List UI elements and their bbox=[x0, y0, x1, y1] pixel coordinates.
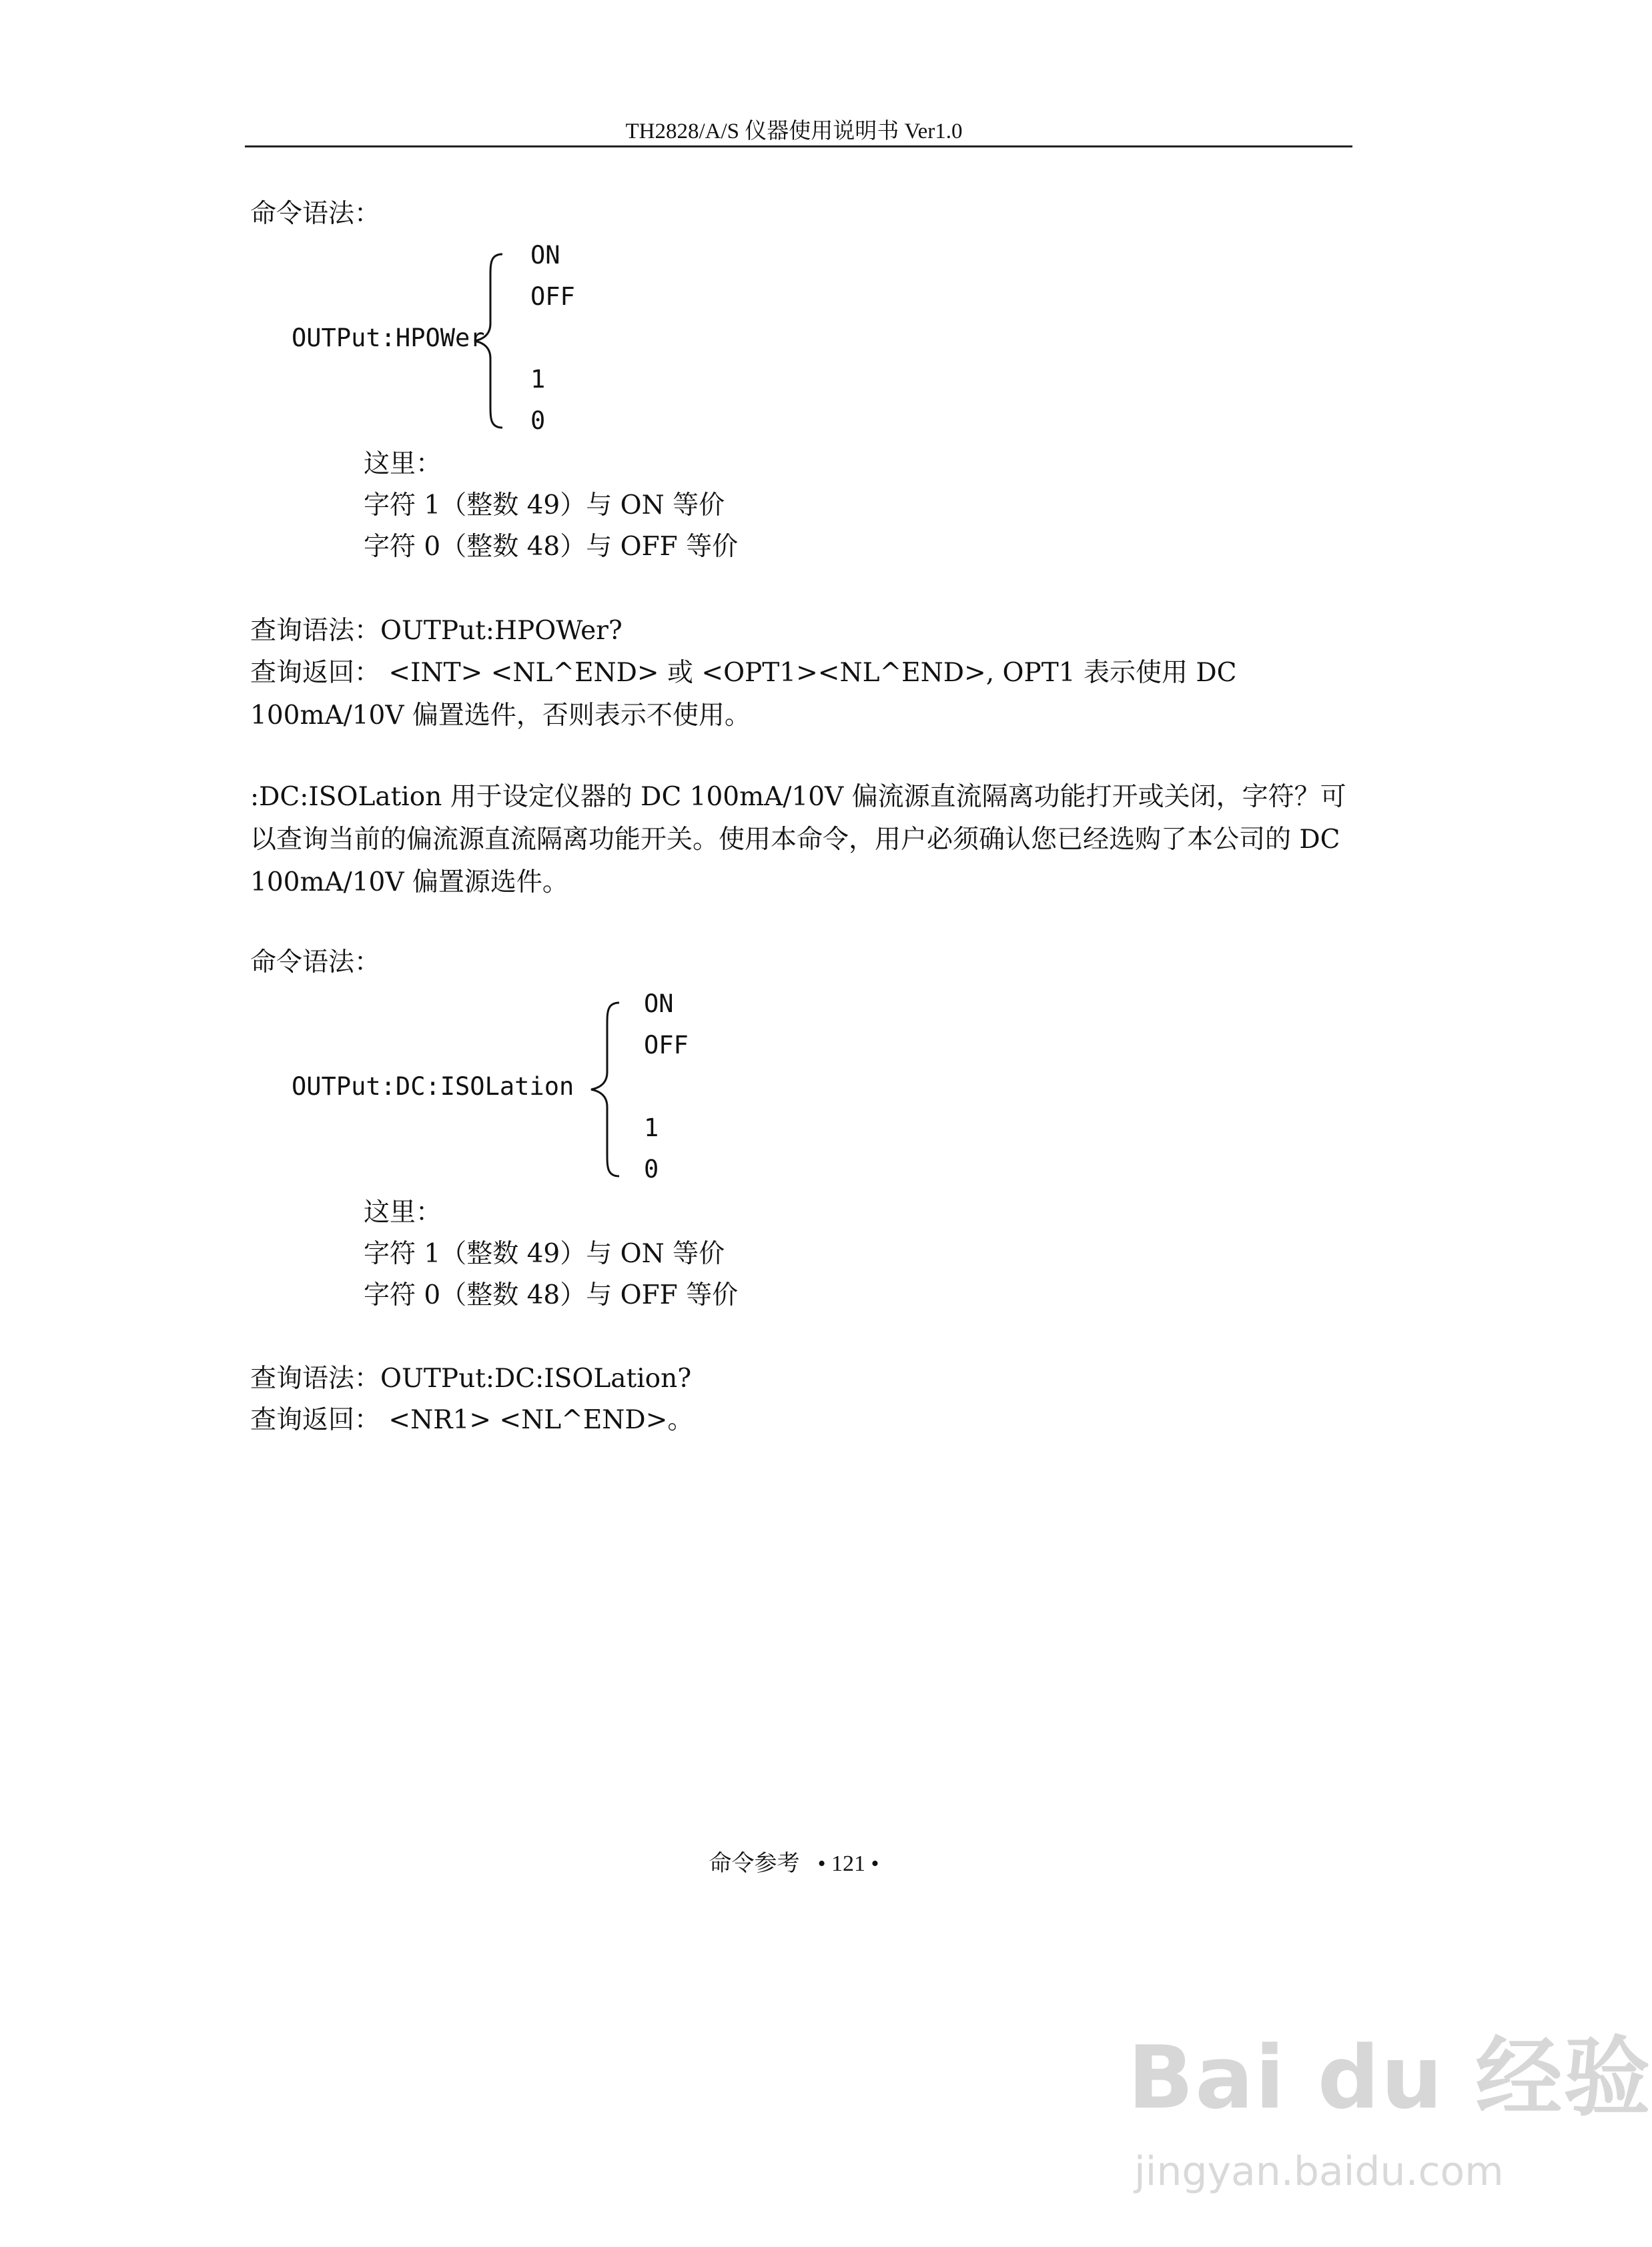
query-return: 查询返回： <INT> <NL^END> 或 <OPT1><NL^END>, OPT1 表示使用 DC 100mA/10V 偏置选件，否则表示不使用。 bbox=[250, 658, 1237, 731]
option-0: 0 bbox=[644, 1155, 659, 1184]
command-syntax-label: 命令语法： bbox=[250, 947, 381, 977]
command-name: OUTPut:DC:ISOLation bbox=[292, 1072, 574, 1101]
command-name: OUTPut:HPOWer bbox=[292, 324, 485, 352]
page-footer bbox=[0, 1845, 1588, 1877]
brace-icon bbox=[470, 250, 510, 432]
query-syntax: 查询语法：OUTPut:DC:ISOLation? bbox=[250, 1364, 692, 1394]
where-label: 这里： bbox=[364, 449, 442, 479]
watermark-logo: Bai du 经验 bbox=[1128, 2027, 1652, 2128]
watermark-url: jingyan.baidu.com bbox=[1134, 2148, 1504, 2195]
page-number: • 121 • bbox=[817, 1851, 879, 1876]
option-1: 1 bbox=[530, 365, 546, 394]
query-syntax: 查询语法：OUTPut:HPOWer? bbox=[250, 616, 623, 646]
where-label: 这里： bbox=[364, 1198, 442, 1228]
option-0: 0 bbox=[530, 406, 546, 435]
equivalence-note: 字符 1（整数 49）与 ON 等价 bbox=[364, 490, 725, 520]
query-return: 查询返回： <NR1> <NL^END>。 bbox=[250, 1405, 694, 1435]
command-syntax-label: 命令语法： bbox=[250, 199, 381, 229]
option-1: 1 bbox=[644, 1113, 659, 1142]
equivalence-note: 字符 0（整数 48）与 OFF 等价 bbox=[364, 532, 739, 562]
isolation-description: :DC:ISOLation 用于设定仪器的 DC 100mA/10V 偏流源直流隔离功能打开或关闭，字符？可以查询当前的偏流源直流隔离功能开关。使用本命令，用户必须确认您已经选购了本公司的 DC 100mA/10V 偏置源选件。 bbox=[250, 782, 1346, 897]
equivalence-note: 字符 1（整数 49）与 ON 等价 bbox=[364, 1239, 725, 1269]
page-header-title: TH2828/A/S 仪器使用说明书 Ver1.0 bbox=[625, 119, 963, 143]
equivalence-note: 字符 0（整数 48）与 OFF 等价 bbox=[364, 1280, 739, 1310]
brace-icon bbox=[587, 999, 627, 1180]
option-off: OFF bbox=[644, 1031, 689, 1059]
option-on: ON bbox=[644, 989, 674, 1018]
option-off: OFF bbox=[530, 282, 575, 311]
option-on: ON bbox=[530, 241, 560, 270]
footer-section-title: 命令参考 bbox=[709, 1851, 800, 1876]
header-rule bbox=[245, 145, 1352, 147]
